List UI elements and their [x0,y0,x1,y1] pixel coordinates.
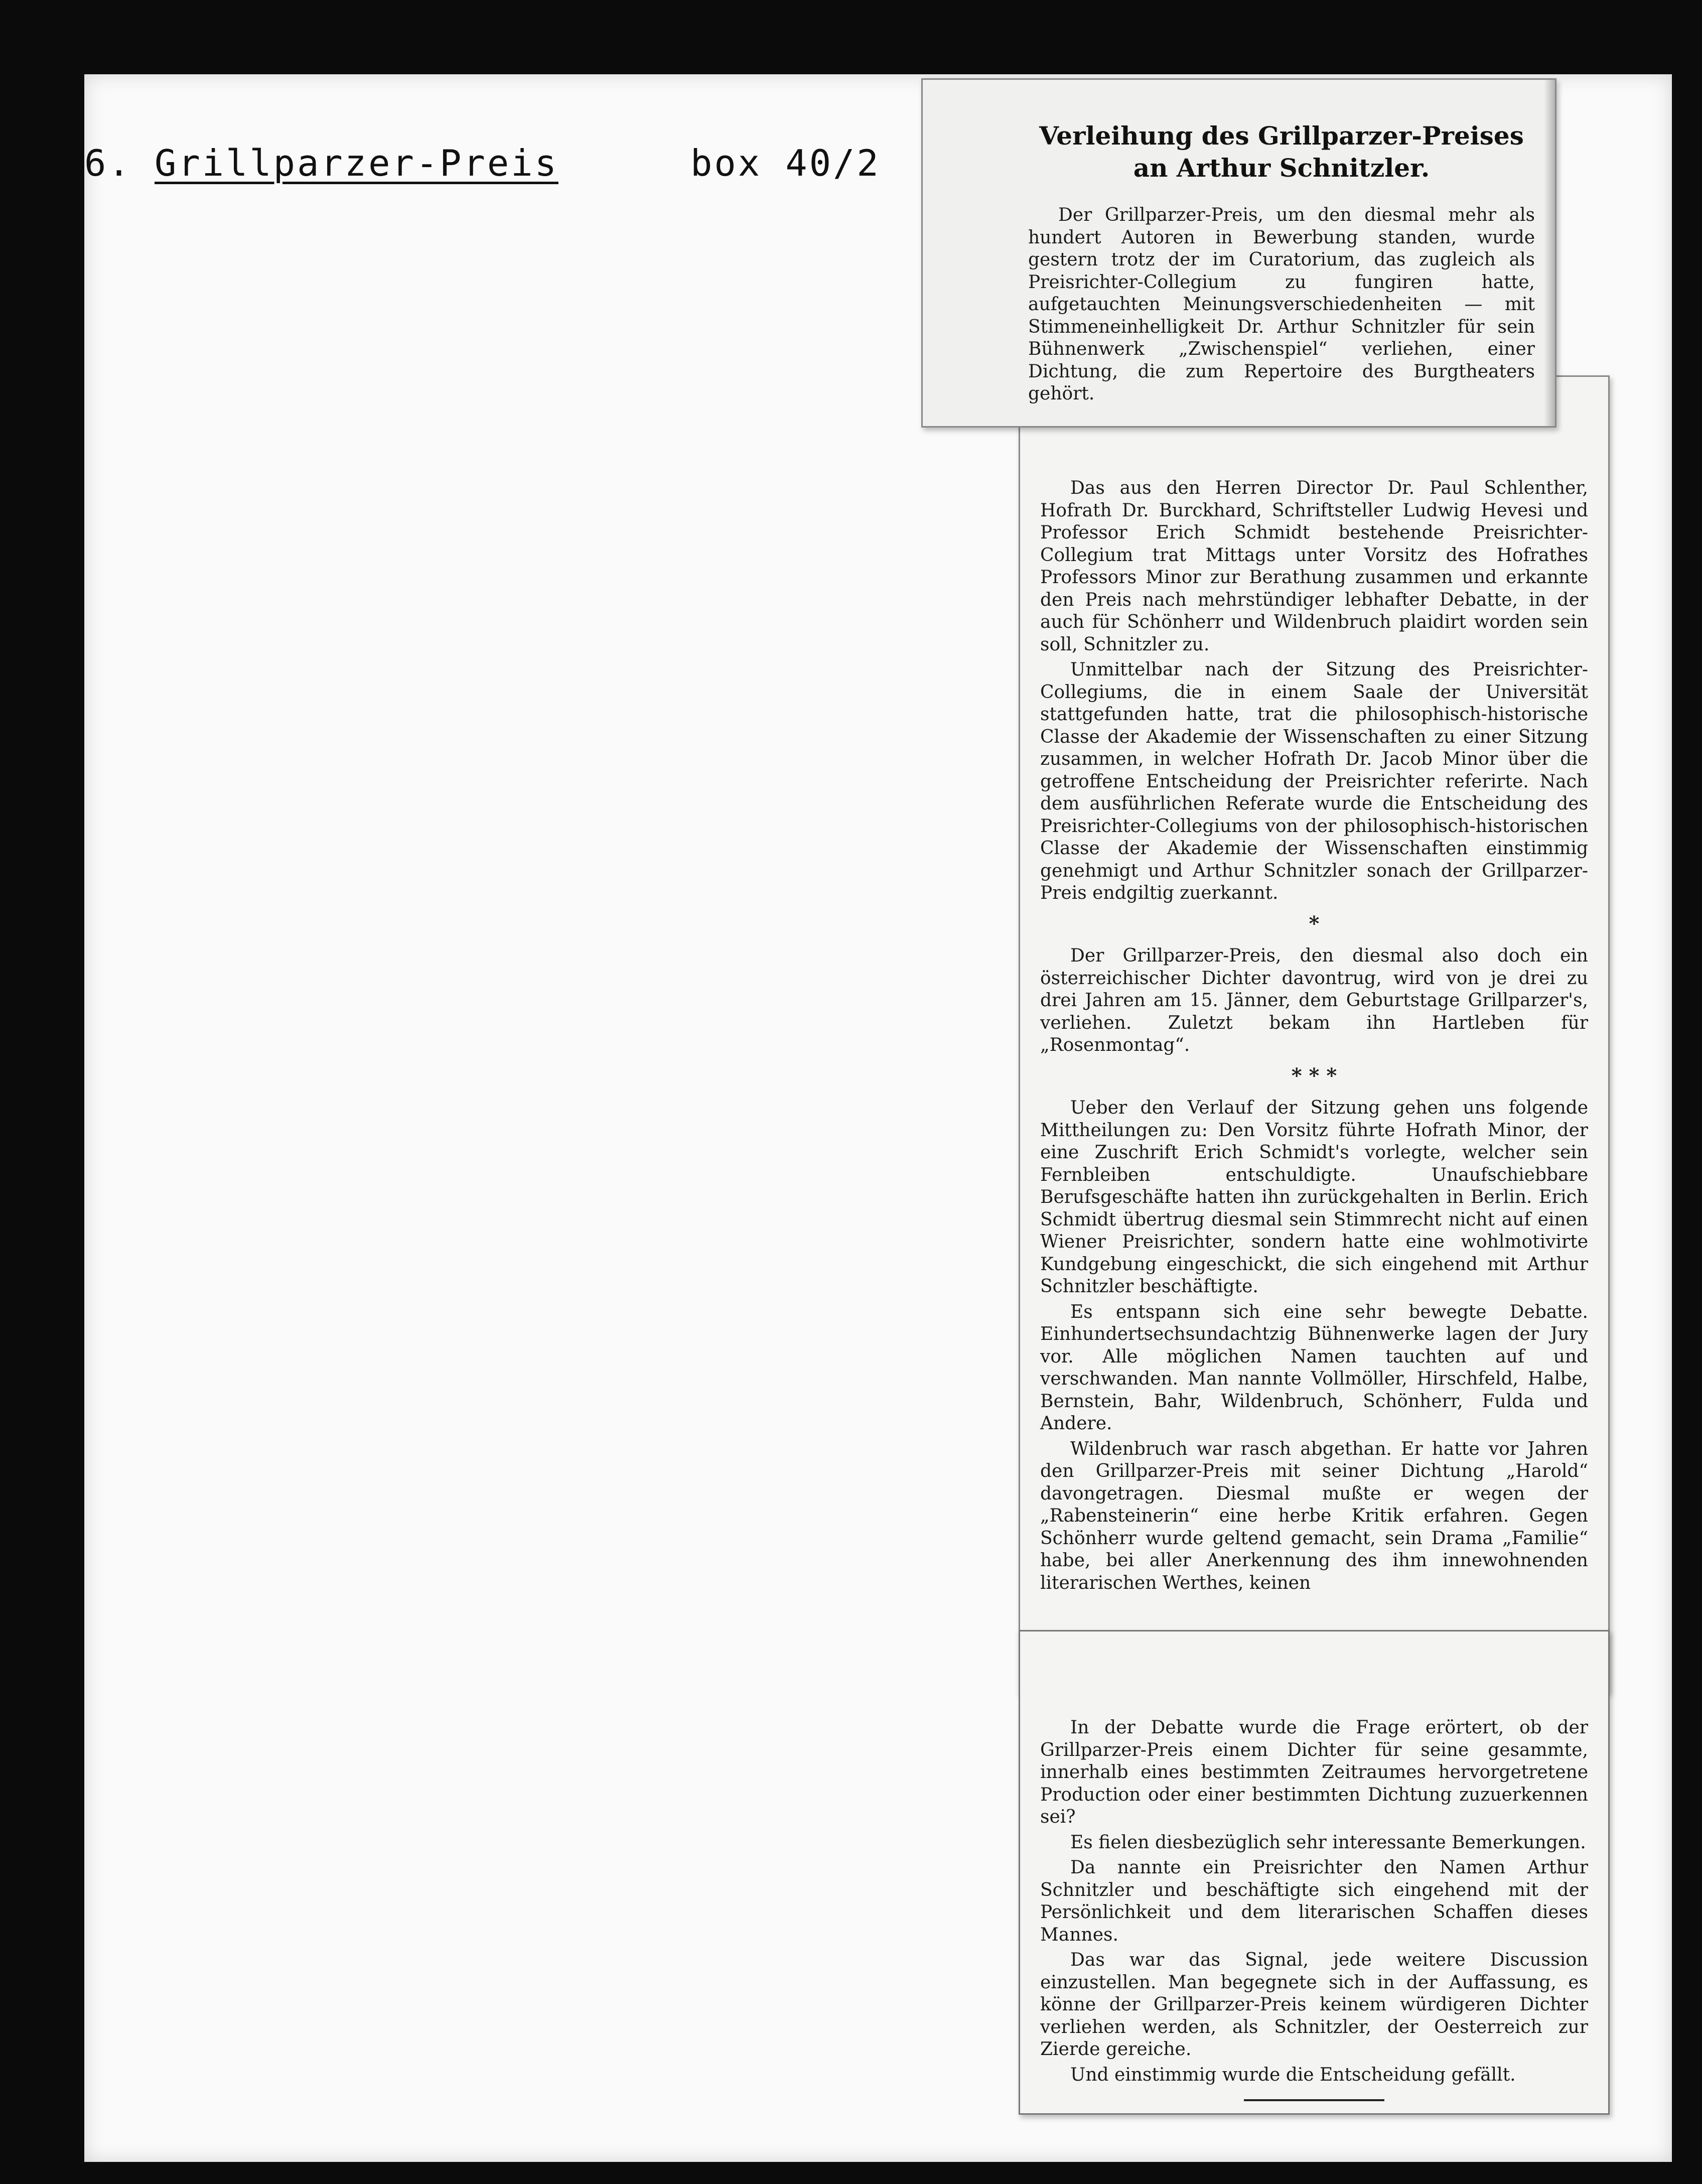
clipping-paragraph: Unmittelbar nach der Sitzung des Preisrichter-Collegiums, die in einem Saale der Universität stattgefunden hatte, trat die philosophisch-historische Classe der Akademie der Wissenschaften zu einer Sitzung zusammen, in welcher Hofrath Dr. Jacob Minor über die getroffene Entscheidung der Preisrichter referirte. Nach dem ausführlichen Referate wurde die Entscheidung des Preisrichter-Collegiums von der philosophisch-historischen Classe der Akademie der Wissenschaften einstimmig genehmigt und Arthur Schnitzler sonach der Grillparzer-Preis endgiltig zuerkannt. [1040,659,1588,903]
clipping-paragraph: Wildenbruch war rasch abgethan. Er hatte vor Jahren den Grillparzer-Preis mit seiner Dichtung „Harold“ davongetragen. Diesmal mußte er wegen der „Rabensteinerin“ eine herbe Kritik erfahren. Gegen Schönherr wurde geltend gemacht, sein Drama „Familie“ habe, bei aller Anerkennung des ihm innewohnenden literarischen Werthes, keinen [1040,1438,1588,1593]
sheet-number: 6. [84,142,132,184]
closing-rule [1244,2099,1384,2101]
box-label: box 40/2 [690,142,881,184]
clipping-paragraph: Und einstimmig wurde die Entscheidung gefällt. [1070,2064,1516,2085]
clipping-paragraph: Der Grillparzer-Preis, den diesmal also doch ein österreichischer Dichter davontrug, wird von je drei zu drei Jahren am 15. Jänner, dem Geburtstage Grillparzer's, verliehen. Zuletzt bekam ihn Hartleben für „Rosenmontag“. [1040,945,1588,1055]
clipping-paragraph: Da nannte ein Preisrichter den Namen Arthur Schnitzler und beschäftigte sich eingehend mit der Persönlichkeit und dem literarischen Schaffen dieses Mannes. [1040,1857,1588,1945]
section-separator: * [1309,911,1320,935]
clipping-paragraph: Es fielen diesbezüglich sehr interessante Bemerkungen. [1070,1832,1586,1853]
clipping-intro: Der Grillparzer-Preis, um den diesmal mehr als hundert Autoren in Bewerbung standen, wurde gestern trotz der im Curatorium, das zugleich als Preisrichter-Collegium zu fungiren hatte, aufgetauchten Meinungsverschiedenheiten — mit Stimmeneinhelligkeit Dr. Arthur Schnitzler für sein Bühnenwerk „Zwischenspiel“ verliehen, einer Dichtung, die zum Repertoire des Burgtheaters gehört. [1028,205,1535,404]
clipping-paragraph: Ueber den Verlauf der Sitzung gehen uns folgende Mittheilungen zu: Den Vorsitz führte Hofrath Minor, der eine Zuschrift Erich Schmidt's vorlegte, welcher sein Fernbleiben entschuldigte. Unaufschiebbare Berufsgeschäfte hatten ihn zurückgehalten in Berlin. Erich Schmidt übertrug diesmal sein Stimmrecht nicht auf einen Wiener Preisrichter, sondern hatte eine wohlmotivirte Kundgebung eingeschickt, die sich eingehend mit Arthur Schnitzler beschäftigte. [1040,1098,1588,1297]
fold-shadow [1544,80,1555,426]
clipping-paragraph: Es entspann sich eine sehr bewegte Debatte. Einhundertsechsundachtzig Bühnenwerke lagen der Jury vor. Alle möglichen Namen tauchten auf und verschwanden. Man nannte Vollmöller, Hirschfeld, Halbe, Bernstein, Bahr, Wildenbruch, Schönherr, Fulda und Andere. [1040,1301,1588,1434]
clipping-paragraph: Das war das Signal, jede weitere Discussion einzustellen. Man begegnete sich in der Auffassung, es könne der Grillparzer-Preis keinem würdigeren Dichter verliehen werden, als Schnitzler, der Oesterreich zur Zierde gereiche. [1040,1950,1588,2060]
sheet-title: Grillparzer-Preis [155,142,558,184]
clipping-paragraph: In der Debatte wurde die Frage erörtert, ob der Grillparzer-Preis einem Dichter für seine gesammte, innerhalb eines bestimmten Zeitraumes hervorgetretene Production oder einer bestimmten Dichtung zuzuerkennen sei? [1040,1717,1588,1827]
clipping-headline: Verleihung des Grillparzer-Preises an Arthur Schnitzler. [1039,121,1524,183]
clipping-continuation-piece [1019,1630,1610,2115]
clipping-paragraph: Das aus den Herren Director Dr. Paul Schlenther, Hofrath Dr. Burckhard, Schriftsteller Ludwig Hevesi und Professor Erich Schmidt bestehende Preisrichter-Collegium trat Mittags unter Vorsitz des Hofrathes Professors Minor zur Berathung zusammen und erkannte den Preis nach mehrstündiger lebhafter Debatte, in der auch für Schönherr und Wildenbruch plaidirt worden sein soll, Schnitzler zu. [1040,478,1588,655]
clipping-headline-piece [921,78,1556,428]
archive-sheet [84,74,1672,2162]
section-separator: * * * [1291,1063,1337,1087]
clipping-main-piece [1019,375,1610,1693]
